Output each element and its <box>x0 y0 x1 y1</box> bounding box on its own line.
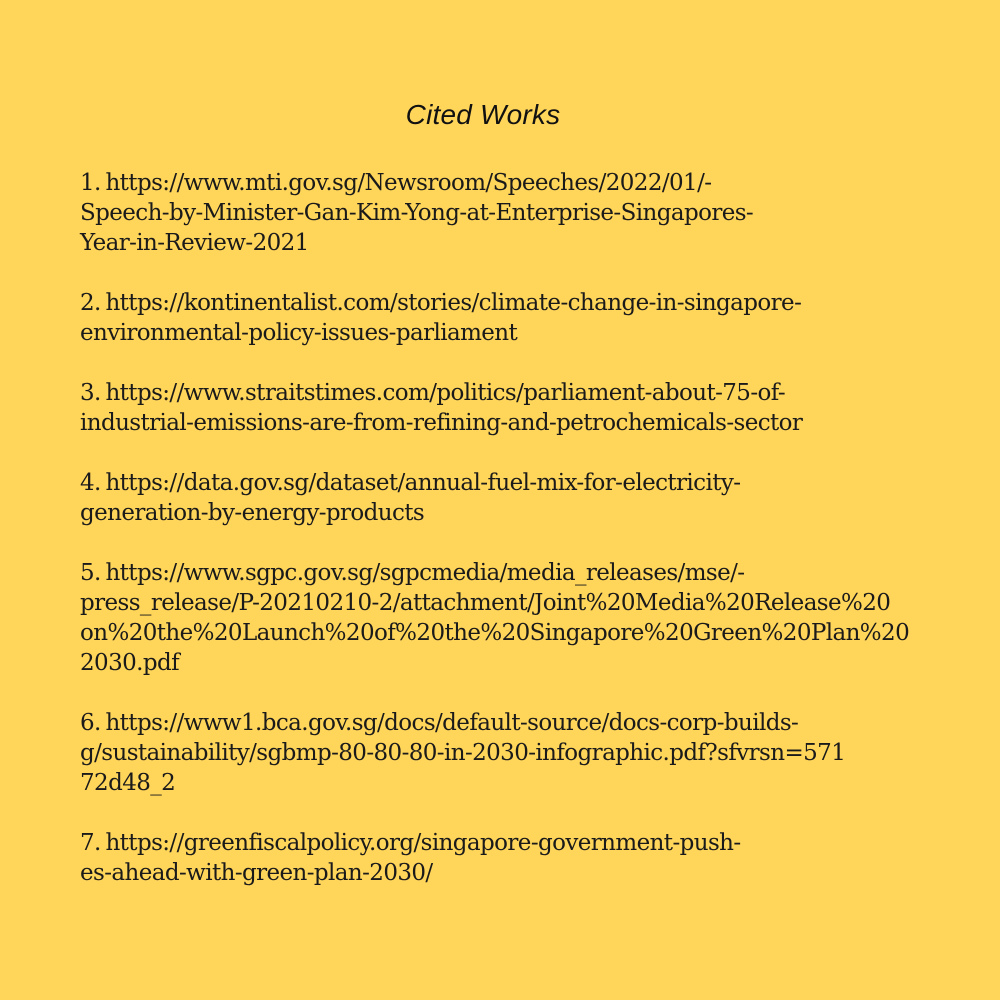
reference-item-6 <box>80 708 950 798</box>
reference-line: 3. https://www.straitstimes.com/politics/parliament-about-75-of- <box>80 380 786 406</box>
reference-line: industrial-emissions-are-from-refining-and-petrochemicals-sector <box>80 410 803 436</box>
reference-line: 7. https://greenfiscalpolicy.org/singapore-government-push- <box>80 830 741 856</box>
reference-line: 4. https://data.gov.sg/dataset/annual-fuel-mix-for-electricity- <box>80 470 741 496</box>
reference-line: press_release/P-20210210-2/attachment/Joint%20Media%20Release%20 <box>80 590 891 616</box>
reference-line: on%20the%20Launch%20of%20the%20Singapore%20Green%20Plan%20 <box>80 620 910 646</box>
page-title: Cited Works <box>405 99 561 130</box>
reference-line: 1. https://www.mti.gov.sg/Newsroom/Speeches/2022/01/- <box>80 170 712 196</box>
reference-line: 2030.pdf <box>80 650 180 676</box>
reference-line: 5. https://www.sgpc.gov.sg/sgpcmedia/media_releases/mse/- <box>80 560 745 586</box>
reference-item-1 <box>80 168 950 258</box>
reference-line: 72d48_2 <box>80 770 176 796</box>
reference-line: g/sustainability/sgbmp-80-80-80-in-2030-infographic.pdf?sfvrsn=571 <box>80 740 846 766</box>
reference-item-7 <box>80 828 950 888</box>
reference-line: es-ahead-with-green-plan-2030/ <box>80 860 433 886</box>
reference-item-4 <box>80 468 950 528</box>
reference-item-2 <box>80 288 950 348</box>
reference-line: environmental-policy-issues-parliament <box>80 320 518 346</box>
reference-list <box>80 168 950 918</box>
reference-line: 6. https://www1.bca.gov.sg/docs/default-source/docs-corp-builds- <box>80 710 799 736</box>
reference-item-5 <box>80 558 950 678</box>
reference-line: Year-in-Review-2021 <box>80 230 309 256</box>
reference-item-3 <box>80 378 950 438</box>
reference-line: generation-by-energy-products <box>80 500 425 526</box>
reference-line: 2. https://kontinentalist.com/stories/climate-change-in-singapore- <box>80 290 802 316</box>
reference-line: Speech-by-Minister-Gan-Kim-Yong-at-Enterprise-Singapores- <box>80 200 754 226</box>
